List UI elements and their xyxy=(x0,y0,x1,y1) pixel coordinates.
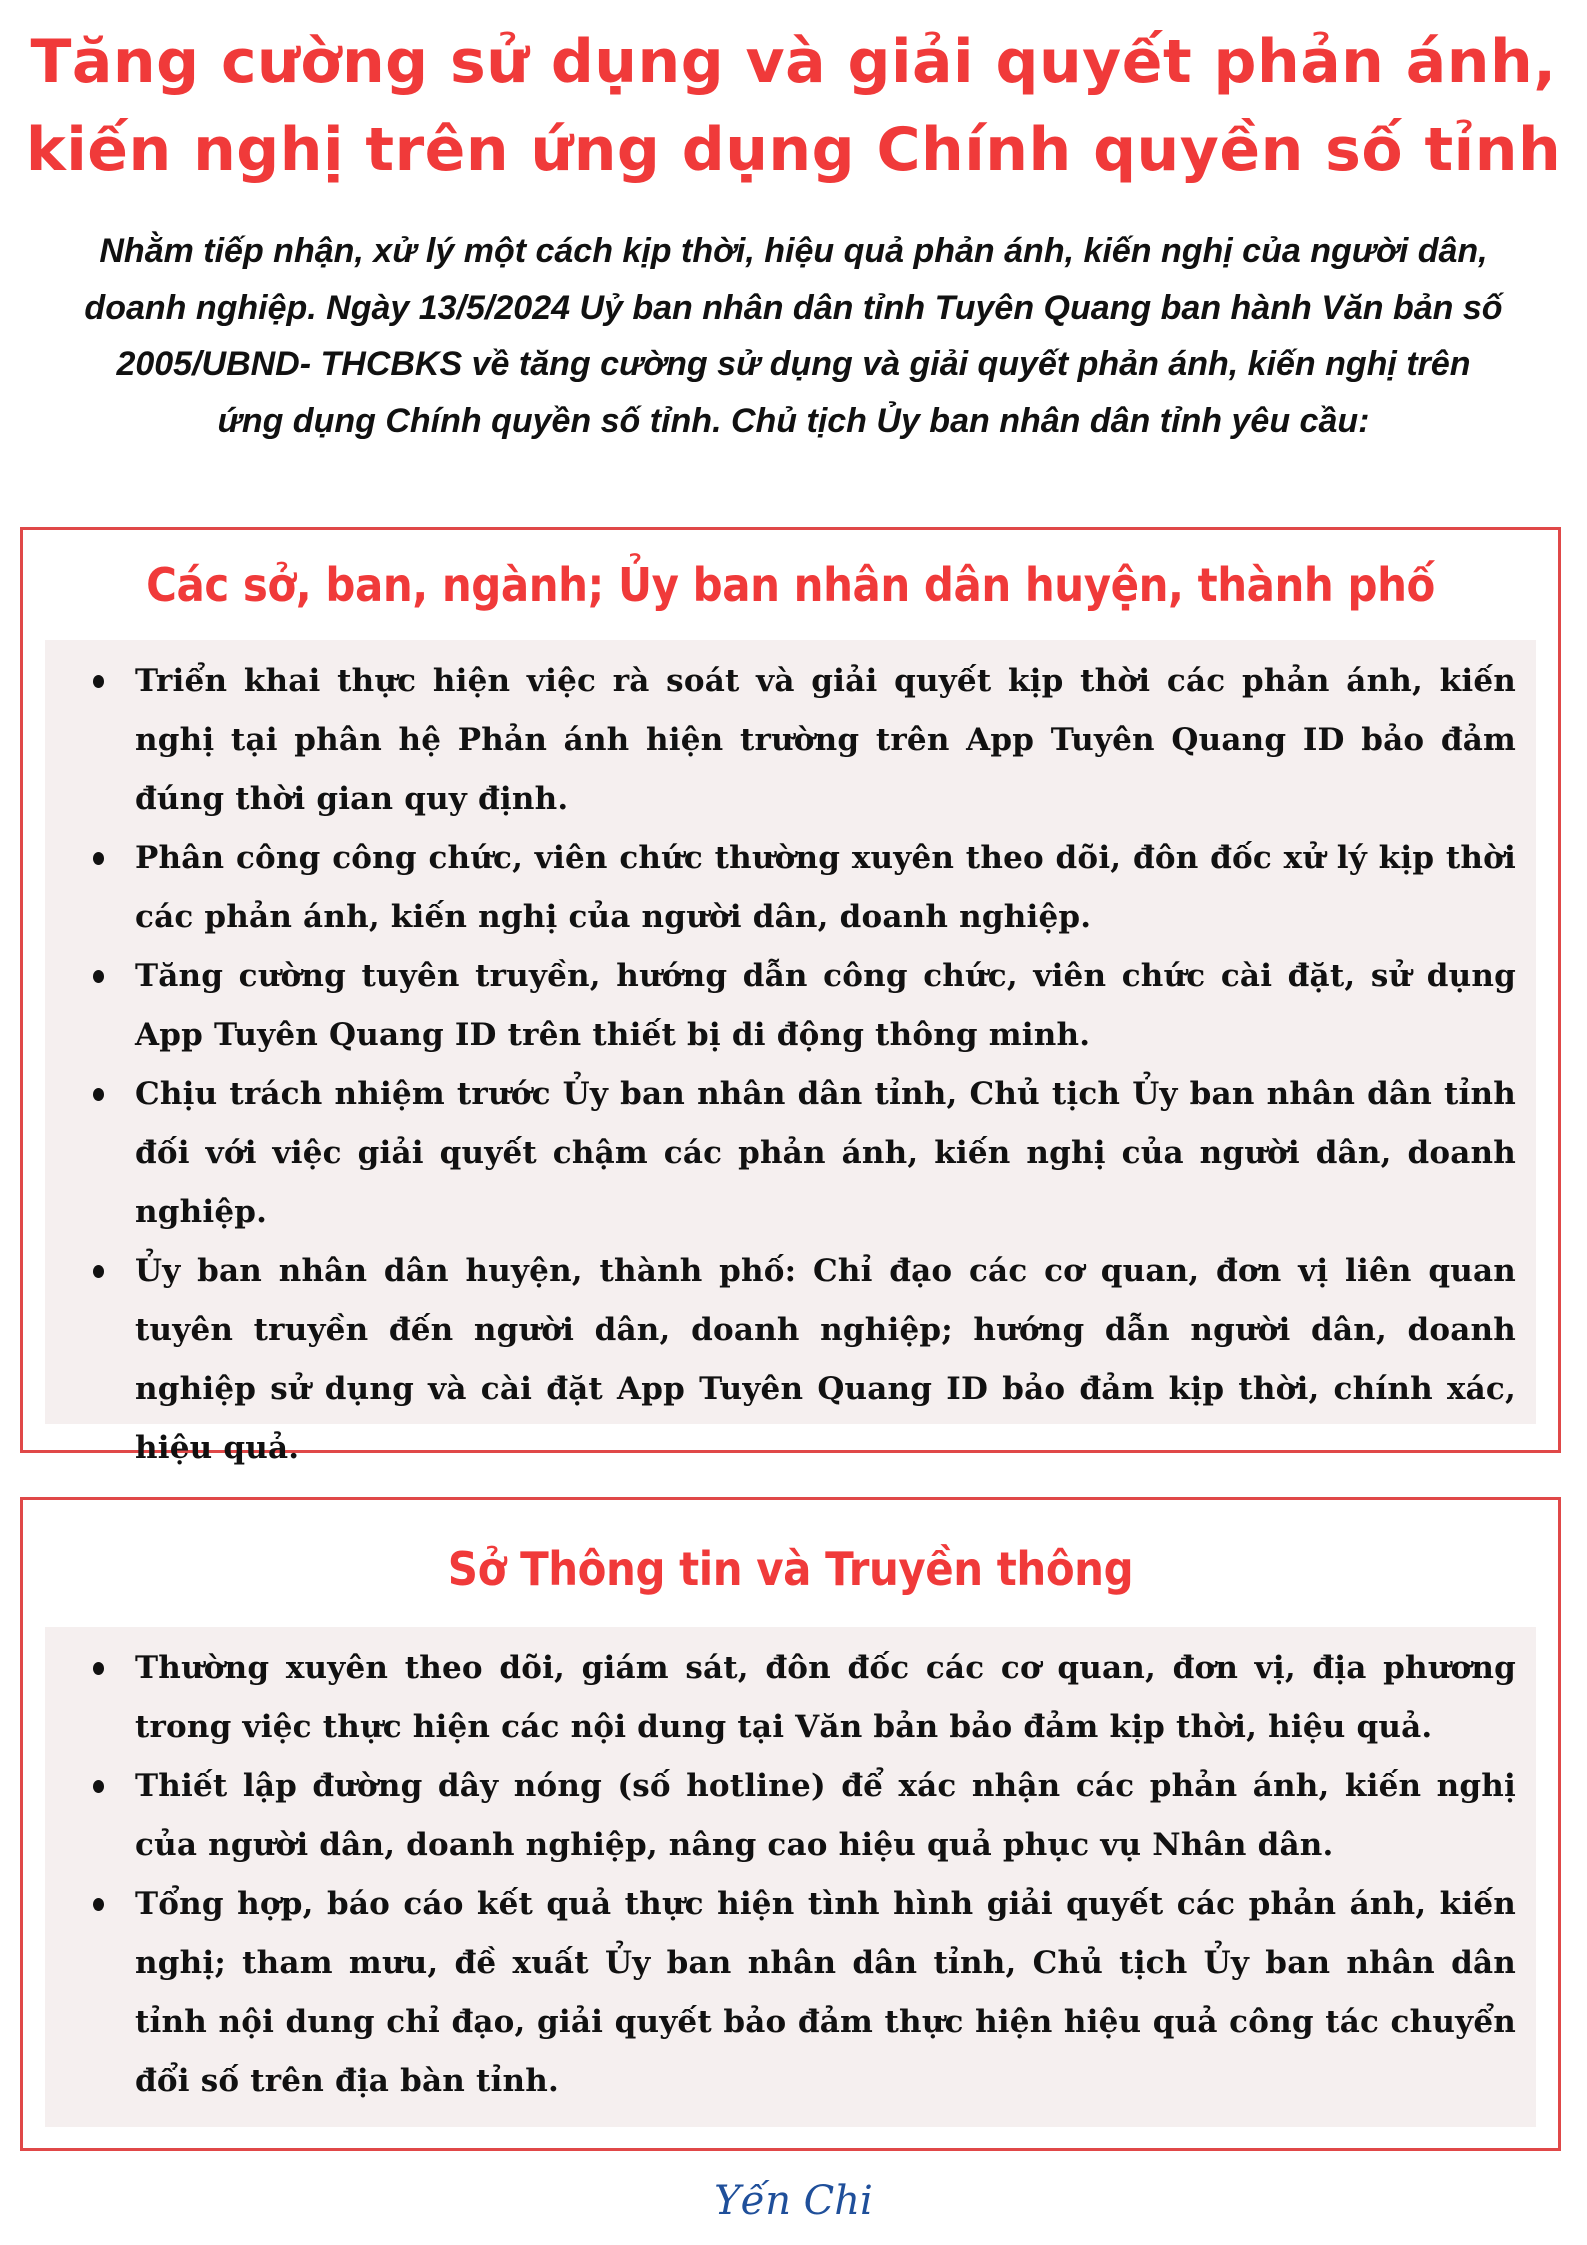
section-heading: Sở Thông tin và Truyền thông xyxy=(447,1542,1134,1596)
list-item-text: Thiết lập đường dây nóng (số hotline) để xác nhận các phản ánh, kiến nghị của người dân, doanh nghiệp, nâng cao hiệu quả phục vụ Nhân dân. xyxy=(135,1768,1516,1863)
title-line-1: Tăng cường sử dụng và giải quyết phản ánh, xyxy=(30,27,1557,97)
intro-line: doanh nghiệp. Ngày 13/5/2024 Uỷ ban nhân dân tỉnh Tuyên Quang ban hành Văn bản số xyxy=(84,288,1503,327)
bullet-icon xyxy=(93,852,104,865)
list-item-text: Chịu trách nhiệm trước Ủy ban nhân dân tỉnh, Chủ tịch Ủy ban nhân dân tỉnh đối với việc giải quyết chậm các phản ánh, kiến nghị của người dân, doanh nghiệp. xyxy=(135,1076,1516,1230)
bullet-icon xyxy=(93,1088,104,1101)
intro-line: ứng dụng Chính quyền số tỉnh. Chủ tịch Ủy ban nhân dân tỉnh yêu cầu: xyxy=(217,401,1370,440)
intro-line: Nhằm tiếp nhận, xử lý một cách kịp thời, hiệu quả phản ánh, kiến nghị của người dân, xyxy=(99,232,1488,270)
list-item xyxy=(45,947,1536,1065)
bullet-list xyxy=(45,1639,1536,2111)
list-item xyxy=(45,1757,1536,1875)
list-item-text: Tổng hợp, báo cáo kết quả thực hiện tình hình giải quyết các phản ánh, kiến nghị; tham mưu, đề xuất Ủy ban nhân dân tỉnh, Chủ tịch Ủy ban nhân dân tỉnh nội dung chỉ đạo, giải quyết bảo đảm thực hiện hiệu quả công tác chuyển đổi số trên địa bàn tỉnh. xyxy=(135,1886,1516,2099)
section-heading: Các sở, ban, ngành; Ủy ban nhân dân huyện, thành phố xyxy=(146,558,1435,612)
bullet-icon xyxy=(93,1780,104,1793)
list-item xyxy=(45,652,1536,829)
page-title xyxy=(0,18,1587,194)
section-departments-districts xyxy=(20,527,1561,1466)
list-item-text: Phân công công chức, viên chức thường xuyên theo dõi, đôn đốc xử lý kịp thời các phản ánh, kiến nghị của người dân, doanh nghiệp. xyxy=(135,840,1516,935)
list-item-text: Tăng cường tuyên truyền, hướng dẫn công chức, viên chức cài đặt, sử dụng App Tuyên Quang ID trên thiết bị di động thông minh. xyxy=(135,958,1516,1053)
list-item-text: Thường xuyên theo dõi, giám sát, đôn đốc các cơ quan, đơn vị, địa phương trong việc thực hiện các nội dung tại Văn bản bảo đảm kịp thời, hiệu quả. xyxy=(135,1650,1516,1745)
intro-paragraph xyxy=(14,223,1573,449)
list-item-text: Triển khai thực hiện việc rà soát và giải quyết kịp thời các phản ánh, kiến nghị tại phân hệ Phản ánh hiện trường trên App Tuyên Quang ID bảo đảm đúng thời gian quy định. xyxy=(135,663,1516,817)
list-item xyxy=(45,1242,1536,1478)
list-item xyxy=(45,1639,1536,1757)
bullet-icon xyxy=(93,970,104,983)
bullet-icon xyxy=(93,1662,104,1675)
section-panel xyxy=(45,1627,1536,2127)
section-panel xyxy=(45,640,1536,1466)
bullet-icon xyxy=(93,1898,104,1911)
title-line-2: kiến nghị trên ứng dụng Chính quyền số tỉnh xyxy=(25,115,1562,185)
bullet-icon xyxy=(93,1265,104,1278)
section-information-communications xyxy=(20,1497,1561,2151)
bullet-list xyxy=(45,652,1536,1478)
list-item xyxy=(45,829,1536,947)
author-signature: Yến Chi xyxy=(714,2178,873,2224)
list-item xyxy=(45,1065,1536,1242)
list-item xyxy=(45,1875,1536,2111)
bullet-icon xyxy=(93,675,104,688)
list-item-text: Ủy ban nhân dân huyện, thành phố: Chỉ đạo các cơ quan, đơn vị liên quan tuyên truyền đến người dân, doanh nghiệp; hướng dẫn người dân, doanh nghiệp sử dụng và cài đặt App Tuyên Quang ID bảo đảm kịp thời, chính xác, hiệu quả. xyxy=(135,1253,1516,1466)
intro-line: 2005/UBND- THCBKS về tăng cường sử dụng và giải quyết phản ánh, kiến nghị trên xyxy=(116,345,1471,383)
